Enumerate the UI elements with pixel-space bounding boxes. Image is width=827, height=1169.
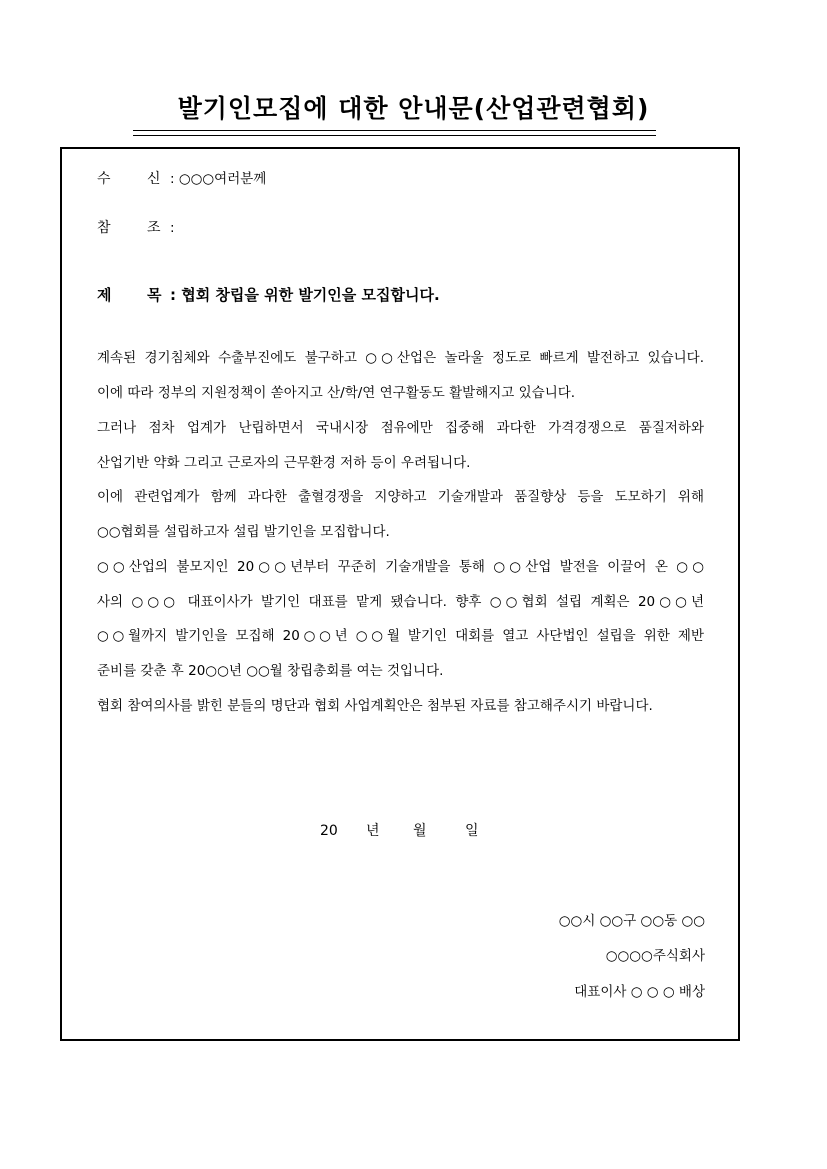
date-year: 20 <box>320 823 338 839</box>
sender-address: ○○시 ○○구 ○○동 ○○ <box>558 913 705 929</box>
subject-value: : 협회 창립을 위한 발기인을 모집합니다. <box>170 286 440 304</box>
reference-value: : <box>170 220 175 236</box>
body-line: 사의 ○○○ 대표이사가 발기인 대표를 맡게 됐습니다. 향후 ○○협회 설립 계획은 20○○년 <box>97 594 704 610</box>
body-line: 협회 참여의사를 밝힌 분들의 명단과 협회 사업계획안은 첨부된 자료를 참고해주시기 바랍니다. <box>97 698 653 714</box>
reference-label-1: 참 <box>97 220 111 236</box>
date-day-unit: 일 <box>465 823 479 839</box>
date-month-unit: 월 <box>413 823 427 839</box>
date-year-unit: 년 <box>366 823 380 839</box>
title-underline-top <box>133 130 656 131</box>
body-line: 그러나 점차 업계가 난립하면서 국내시장 점유에만 집중해 과다한 가격경쟁으로 품질저하와 <box>97 420 704 436</box>
recipient-label-2: 신 <box>147 171 161 187</box>
body-line: ○○산업의 불모지인 20○○년부터 꾸준히 기술개발을 통해 ○○산업 발전을 이끌어 온 ○○ <box>97 559 704 575</box>
recipient-value: : ○○○여러분께 <box>170 171 267 187</box>
reference-label-2: 조 <box>147 220 161 236</box>
body-line: 이에 따라 정부의 지원정책이 쏟아지고 산/학/연 연구활동도 활발해지고 있습니다. <box>97 385 576 401</box>
body-line: 이에 관련업계가 함께 과다한 출혈경쟁을 지양하고 기술개발과 품질향상 등을 도모하기 위해 <box>97 489 704 505</box>
document-title: 발기인모집에 대한 안내문(산업관련협회) <box>177 94 650 123</box>
subject-label-2: 목 <box>147 286 162 304</box>
body-line: 계속된 경기침체와 수출부진에도 불구하고 ○○산업은 놀라울 정도로 빠르게 발전하고 있습니다. <box>97 350 704 366</box>
body-line: ○○협회를 설립하고자 설립 발기인을 모집합니다. <box>97 524 390 540</box>
sender-representative: 대표이사 ○ ○ ○ 배상 <box>574 984 705 1000</box>
recipient-label-1: 수 <box>97 171 111 187</box>
body-line: ○○월까지 발기인을 모집해 20○○년 ○○월 발기인 대회를 열고 사단법인 설립을 위한 제반 <box>97 628 704 644</box>
title-underline-bottom <box>133 135 656 136</box>
body-line: 준비를 갖춘 후 20○○년 ○○월 창립총회를 여는 것입니다. <box>97 663 444 679</box>
sender-company: ○○○○주식회사 <box>605 948 705 964</box>
subject-label-1: 제 <box>97 286 112 304</box>
body-line: 산업기반 약화 그리고 근로자의 근무환경 저하 등이 우려됩니다. <box>97 455 471 471</box>
